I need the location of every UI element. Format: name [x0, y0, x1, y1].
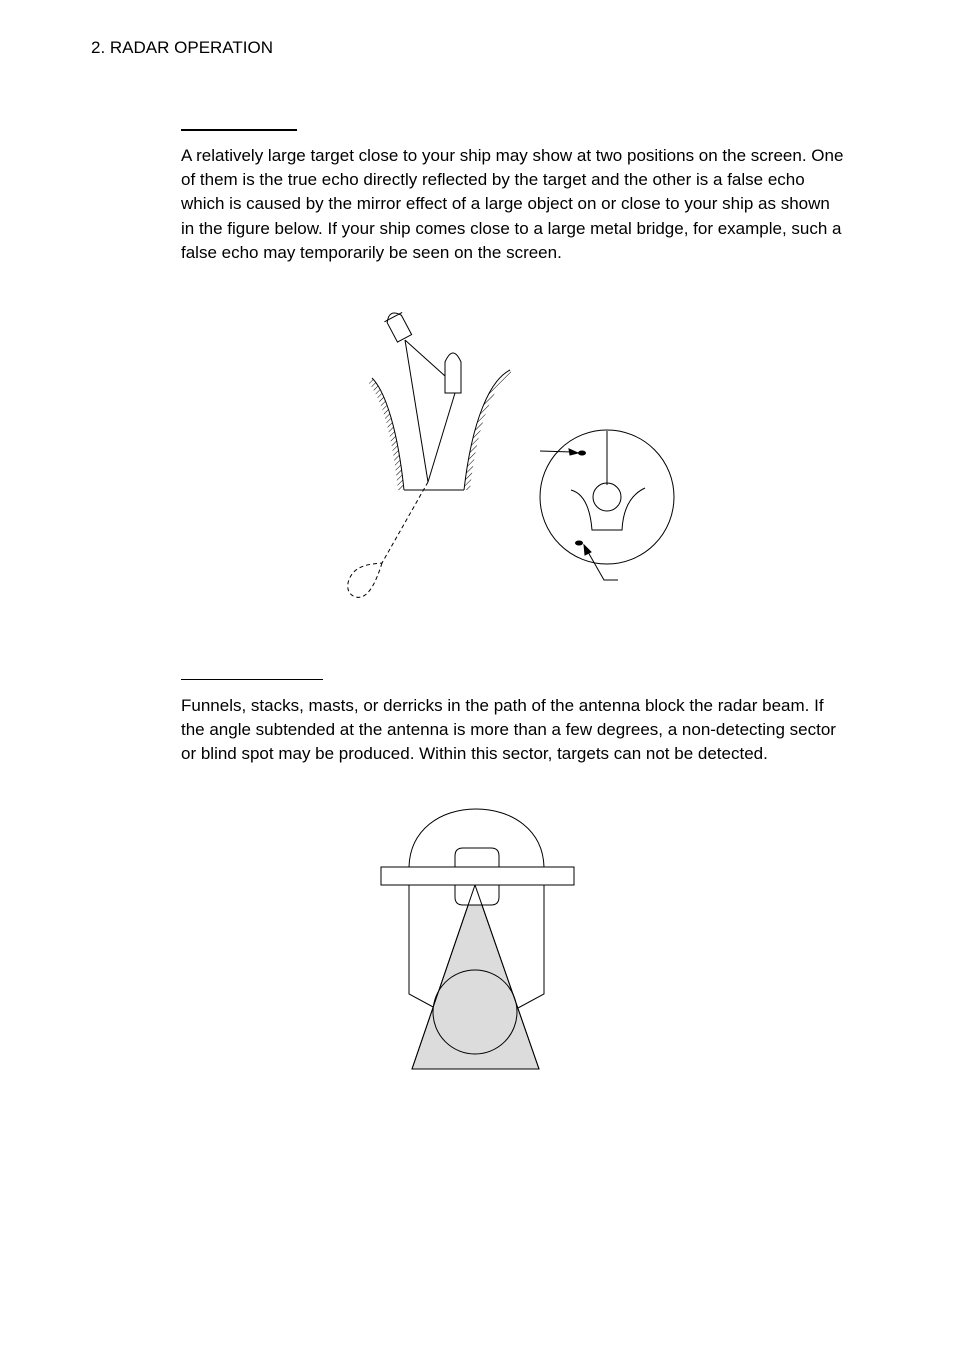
- running-header: 2. RADAR OPERATION: [91, 38, 273, 57]
- mast-obstruction: [433, 970, 517, 1054]
- true-echo-leader: [540, 451, 572, 452]
- false-echo-path: [382, 482, 428, 563]
- shadow-sector-figure: [370, 800, 590, 1080]
- true-target-ship: [383, 309, 414, 343]
- right-bank-hatching: [464, 370, 512, 490]
- false-echo-dot: [576, 541, 583, 545]
- false-echo-arrowhead: [584, 545, 591, 555]
- antenna-bar: [381, 867, 574, 885]
- reflected-path-line: [405, 340, 445, 376]
- false-echo-ship: [348, 563, 382, 597]
- false-echo-figure: [330, 300, 690, 610]
- section-paragraph: A relatively large target close to your ship may show at two positions on the screen. One of them is the true echo directly reflected by the target and the other is a false echo which is caused by the mirror effect of a large object on or close to your ship as shown in the figure below. If your ship comes close to a large metal bridge, for example, such a false echo may temporarily be seen on the screen.: [181, 146, 844, 262]
- true-echo-arrowhead: [569, 449, 578, 455]
- section-paragraph: Funnels, stacks, masts, or derricks in the path of the antenna block the radar beam. If the angle subtended at the antenna is more than a few degrees, a non-detecting sector or blind spot may be produced. Within this sector, targets can not be detected.: [181, 696, 836, 764]
- mirror-object: [445, 353, 461, 393]
- own-ship-marker: [593, 483, 621, 511]
- reflected-return-line: [428, 393, 455, 482]
- display-channel-echo: [571, 488, 645, 530]
- direct-path-line: [405, 340, 428, 482]
- section-heading-rule: [181, 129, 297, 131]
- false-echo-leader: [588, 552, 618, 580]
- left-bank-hatching: [367, 378, 404, 490]
- section-heading-rule: [181, 679, 323, 680]
- true-echo-dot: [579, 451, 586, 455]
